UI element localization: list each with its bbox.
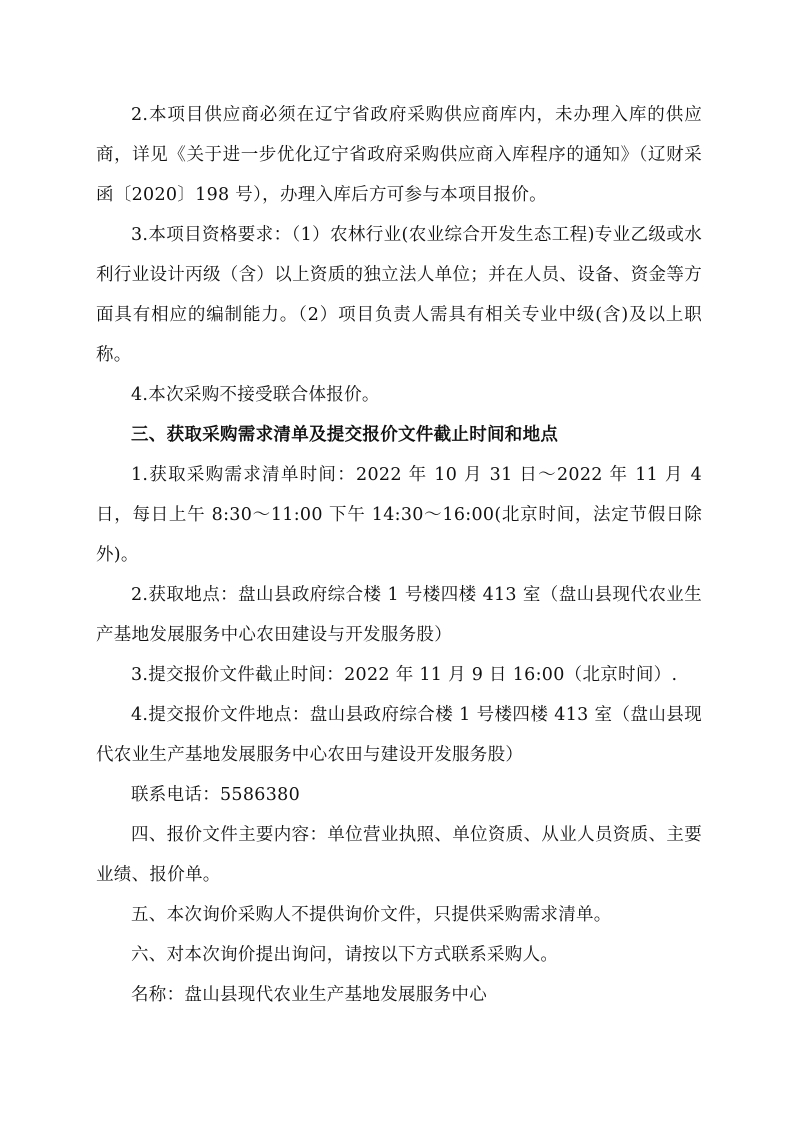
- paragraph-contact-phone: 联系电话：5586380: [131, 785, 301, 805]
- paragraph-supplier-registration: 2.本项目供应商必须在辽宁省政府采购供应商库内，未办理入库的供应商，详见《关于进一步优化辽宁省政府采购供应商入库程序的通知》（辽财采函〔2020〕198 号），办理入库后方可参与本项目报价。: [96, 105, 702, 205]
- paragraph-quote-contents: 四、报价文件主要内容：单位营业执照、单位资质、从业人员资质、主要业绩、报价单。: [96, 825, 702, 885]
- paragraph-submission-deadline: 3.提交报价文件截止时间：2022 年 11 月 9 日 16:00（北京时间）.: [131, 665, 678, 685]
- section-heading-3: 三、获取采购需求清单及提交报价文件截止时间和地点: [131, 425, 559, 445]
- paragraph-no-consortium: 4.本次采购不接受联合体报价。: [131, 385, 380, 405]
- document-body: [96, 95, 702, 1015]
- paragraph-qualification-requirements: 3.本项目资格要求：（1）农林行业(农业综合开发生态工程)专业乙级或水利行业设计丙级（含）以上资质的独立法人单位；并在人员、设备、资金等方面具有相应的编制能力。（2）项目负责人需具有相关专业中级(含)及以上职称。: [96, 225, 702, 365]
- paragraph-obtain-location: 2.获取地点：盘山县政府综合楼 1 号楼四楼 413 室（盘山县现代农业生产基地发展服务中心农田建设与开发服务股）: [96, 585, 702, 645]
- paragraph-inquiry-contact: 六、对本次询价提出询问，请按以下方式联系采购人。: [131, 945, 559, 965]
- paragraph-no-inquiry-docs: 五、本次询价采购人不提供询价文件，只提供采购需求清单。: [131, 905, 612, 925]
- paragraph-obtain-time: 1.获取采购需求清单时间：2022 年 10 月 31 日～2022 年 11 月 4 日，每日上午 8:30～11:00 下午 14:30～16:00(北京时间，法定节假日除外)。: [96, 465, 702, 565]
- paragraph-purchaser-name: 名称：盘山县现代农业生产基地发展服务中心: [131, 985, 487, 1005]
- paragraph-submission-location: 4.提交报价文件地点：盘山县政府综合楼 1 号楼四楼 413 室（盘山县现代农业生产基地发展服务中心农田与建设开发服务股）: [96, 705, 702, 765]
